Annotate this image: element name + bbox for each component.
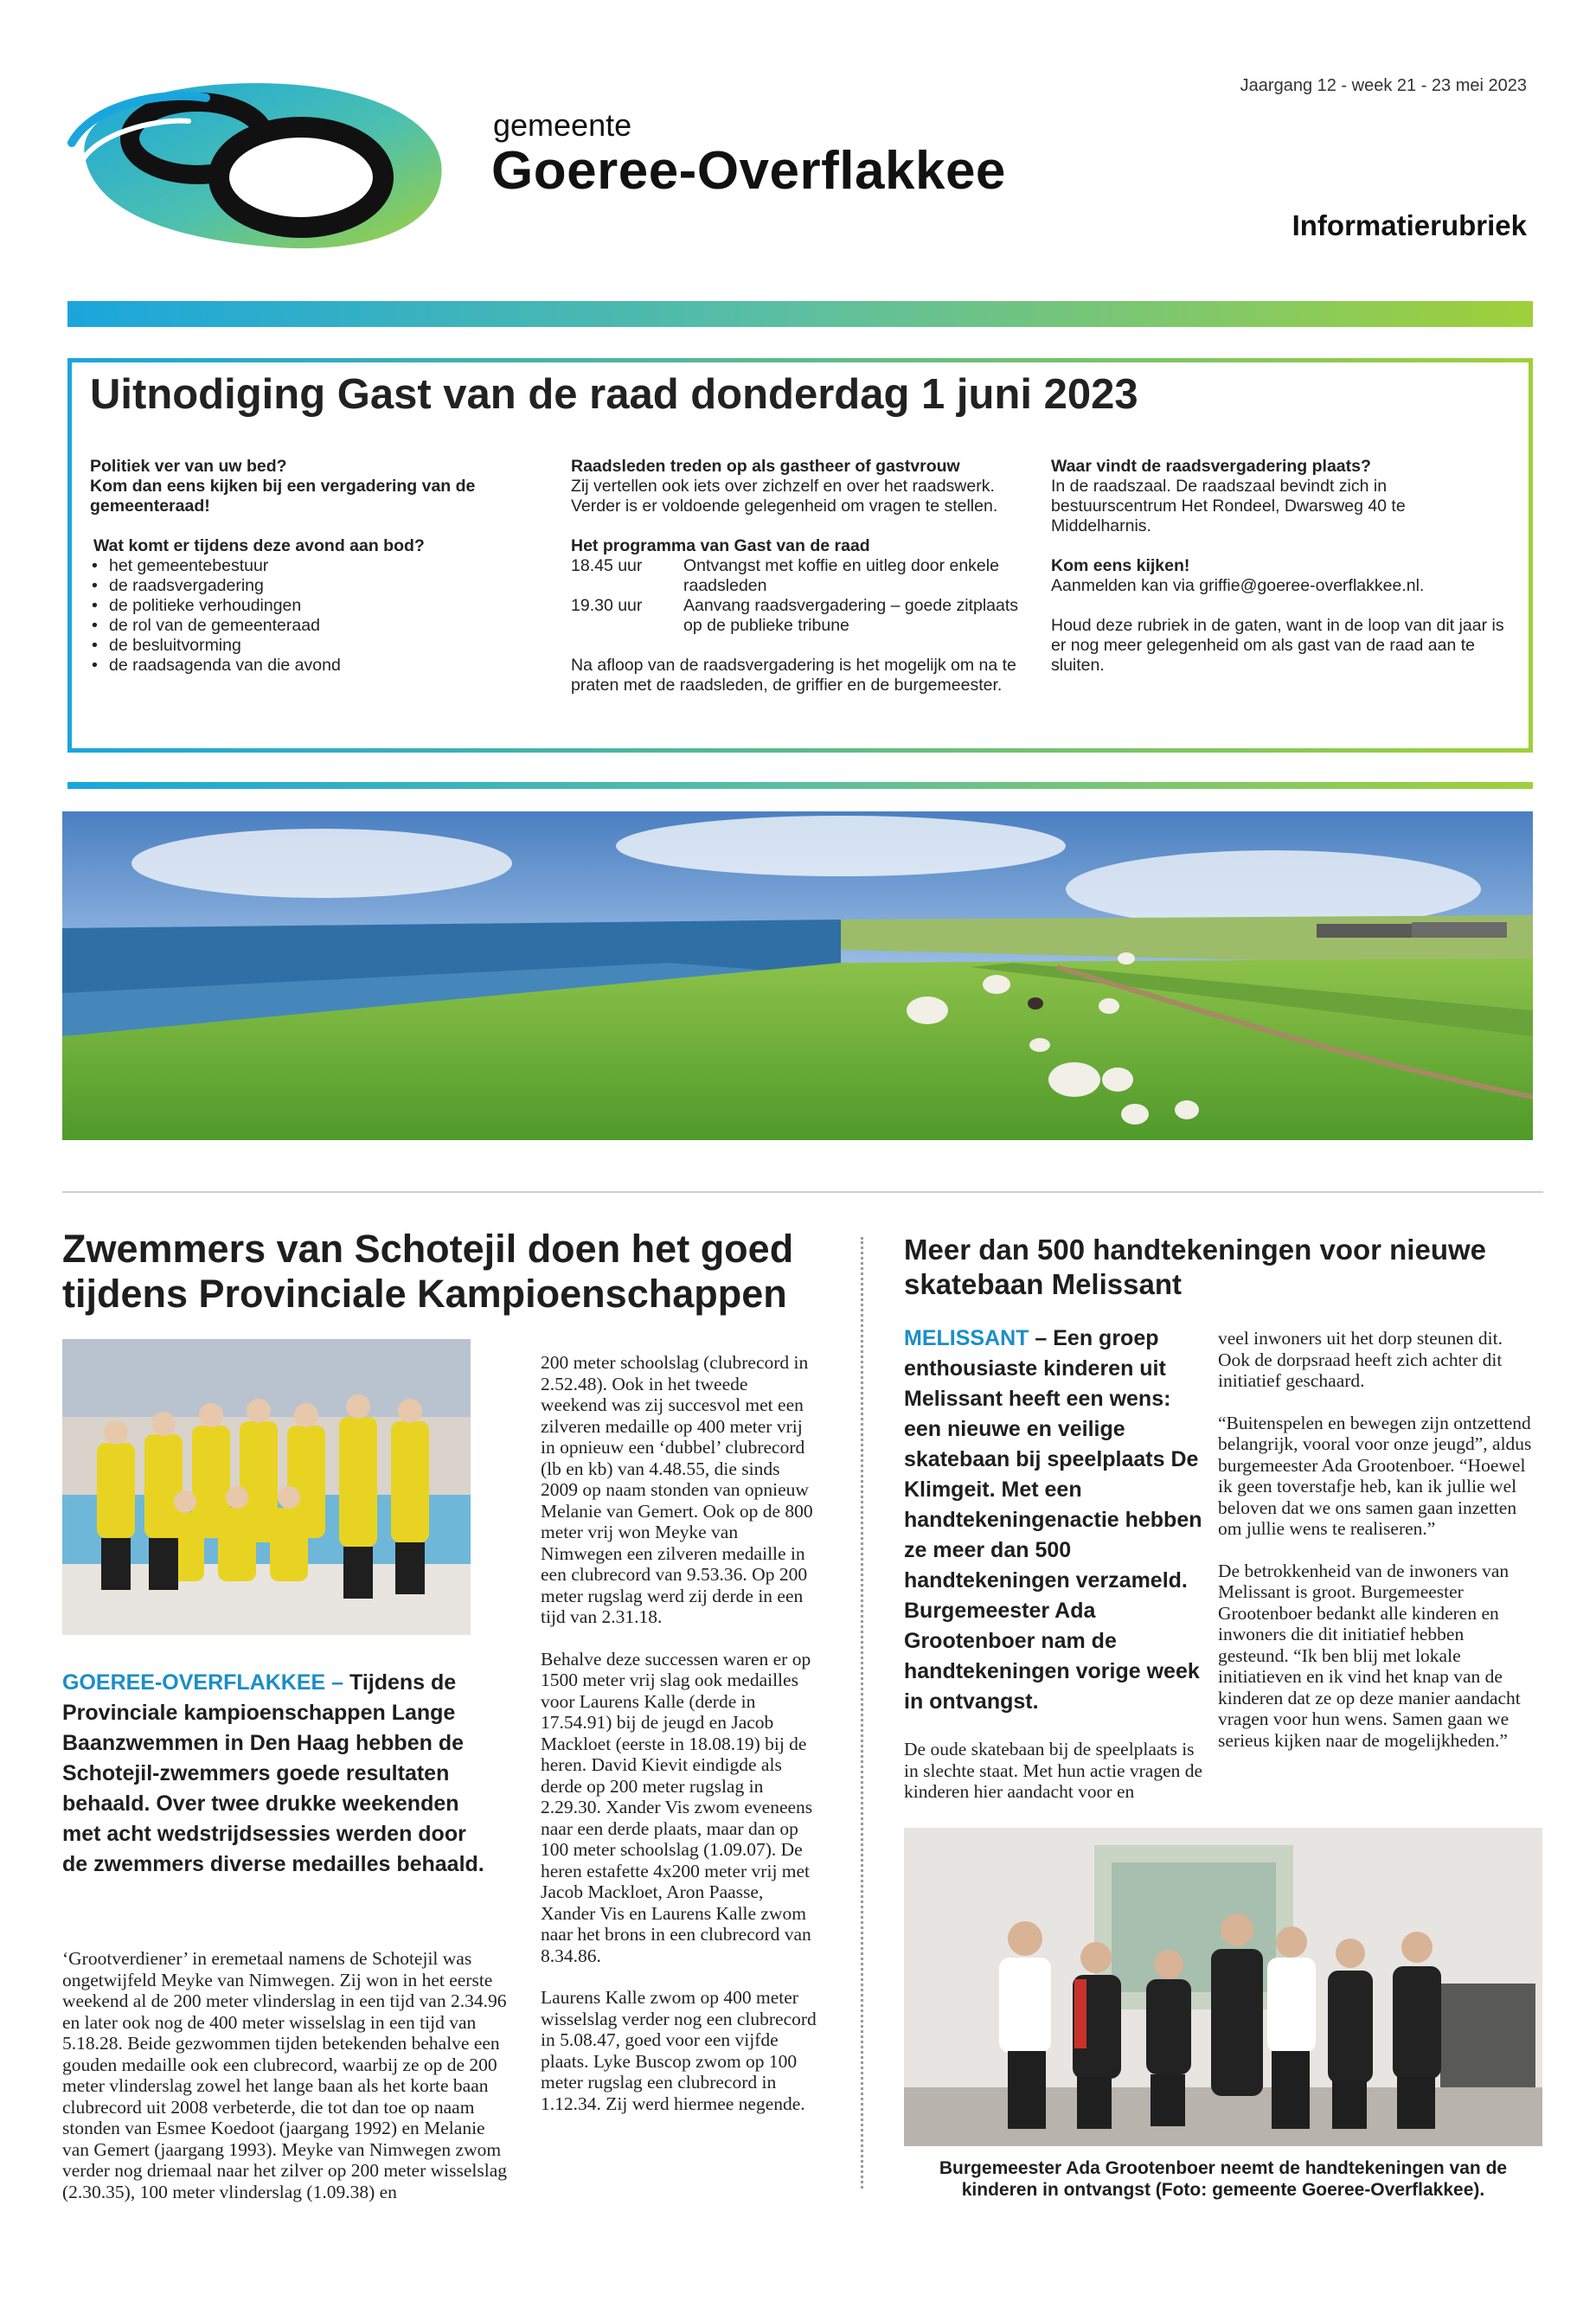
article-2-lead-text: – Een groep enthousiaste kinderen uit Melissant heeft een wens: een nieuwe en veilige skatebaan bij speelplaats De Klimgeit. Met een handtekeningenactie hebben ze meer dan 500 handtekeningen verzameld. Burgemeester Ada Grootenboer nam de handtekeningen vorige week in ontvangst. <box>904 1326 1202 1714</box>
article-1-body-col-1 <box>62 1948 512 2223</box>
program-row <box>571 596 1034 636</box>
list-item: • de raadsagenda van die avond <box>109 656 497 676</box>
where-text: In de raadszaal. De raadszaal bevindt zich in bestuurscentrum Het Rondeel, Dwarsweg 40 te Middelharnis. <box>1051 477 1406 535</box>
invitation-title: Uitnodiging Gast van de raad donderdag 1 juni 2023 <box>90 371 1138 418</box>
top-gradient-bar <box>67 301 1533 327</box>
article-1-lead-text: Tijdens de Provinciale kampioenschappen Lange Baanzwemmen in Den Haag hebben de Schotejil-zwemmers goede resultaten behaald. Over twee drukke weekenden met acht wedstrijdsessies werden door de zwemmers diverse medailles behaald. <box>62 1670 484 1876</box>
article-2-body-paragraph: veel inwoners uit het dorp steunen dit. Ook de dorpsraad heeft zich achter dit initiatief geschaard. <box>1218 1328 1503 1391</box>
host-heading: Raadsleden treden op als gastheer of gastvrouw <box>571 457 960 476</box>
program-row <box>571 556 1034 596</box>
invitation-column-3 <box>1051 457 1505 676</box>
program-time: 18.45 uur <box>571 556 643 575</box>
article-2-body-col-1 <box>904 1739 1207 1823</box>
section-divider <box>62 1191 1543 1193</box>
middle-gradient-bar <box>67 782 1533 789</box>
section-label: Informatierubriek <box>1292 209 1527 241</box>
come-text: Aanmelden kan via griffie@goeree-overflakkee.nl. <box>1051 576 1425 595</box>
article-2-body-col-2 <box>1218 1328 1538 1772</box>
issue-date-line: Jaargang 12 - week 21 - 23 mei 2023 <box>1240 76 1527 95</box>
photo-swim-team <box>62 1339 471 1635</box>
gemeente-label: gemeente <box>493 107 632 143</box>
article-1-headline: Zwemmers van Schotejil doen het goed tijdens Provinciale Kampioenschappen <box>62 1227 794 1316</box>
article-2-body-paragraph: De betrokkenheid van de inwoners van Melissant is groot. Burgemeester Grootenboer bedankt alle kinderen en inwoners die dit initiatief hebben gesteund. “Ik ben blij met lokale initiatieven en ik vind het knap van de kinderen dat ze op deze manier aandacht vragen voor hun wens. Samen gaan we serieus kijken naar de mogelijkheden.” <box>1218 1560 1521 1751</box>
after-text: Na afloop van de raadsvergadering is het mogelijk om na te praten met de raadsleden, de griffier en de burgemeester. <box>571 656 1016 695</box>
article-1-body-col-2 <box>541 1352 817 2135</box>
article-2-body-text: De oude skatebaan bij de speelplaats is in slechte staat. Met hun actie vragen de kinderen hier aandacht voor en <box>904 1739 1203 1802</box>
program-desc: Ontvangst met koffie en uitleg door enkele raadsleden <box>683 556 999 595</box>
intro-line-2: Kom dan eens kijken bij een vergadering van de gemeenteraad! <box>90 477 476 516</box>
keep-text: Houd deze rubriek in de gaten, want in de loop van dit jaar is er nog meer gelegenheid om als gast van de raad aan te sluiten. <box>1051 616 1504 675</box>
where-heading: Waar vindt de raadsvergadering plaats? <box>1051 457 1371 476</box>
column-separator-dotted <box>861 1237 863 2189</box>
municipality-logo <box>67 74 448 255</box>
article-1-body-text: ‘Grootverdiener’ in eremetaal namens de Schotejil was ongetwijfeld Meyke van Nimwegen. Zij won in het eerste weekend al de 200 meter vlinderslag in een tijd van 2.34.96 en later ook nog de 400 meter wisselslag in een tijd van 5.18.28. Beide gezwommen tijden betekenden behalve een gouden medaille ook een clubrecord, waarbij ze op de 200 meter vlinderslag zowel het lange baan als het korte baan clubrecord uit 2008 verbeterde, die tot dan toe op naam stonden van Esmee Koedoot (jaargang 1992) en Melanie van Gemert (jaargang 1993). Meyke van Nimwegen zwom verder nog driemaal naar het zilver op 200 meter wisselslag (2.30.35), 100 meter vlinderslag (1.09.38) en <box>62 1948 508 2202</box>
topics-heading: Wat komt er tijdens deze avond aan bod? <box>93 536 425 555</box>
article-1-place: GOEREE-OVERFLAKKEE – <box>62 1670 344 1695</box>
topics-list <box>90 556 497 676</box>
list-item: • de politieke verhoudingen <box>109 596 497 616</box>
article-2-lead <box>904 1324 1202 1717</box>
photo-mayor-with-children <box>904 1828 1542 2146</box>
invitation-column-2 <box>571 457 1034 695</box>
list-item: • de rol van de gemeenteraad <box>109 616 497 636</box>
come-heading: Kom eens kijken! <box>1051 556 1190 575</box>
article-2-headline: Meer dan 500 handtekeningen voor nieuwe skatebaan Melissant <box>904 1234 1487 1300</box>
article-1-body-paragraph: Laurens Kalle zwom op 400 meter wisselslag verder nog een clubrecord in 5.08.47, goed voor een vijfde plaats. Lyke Buscop zwom op 100 meter rugslag een clubrecord in 1.12.34. Zij werd hiermee negende. <box>541 1987 817 2114</box>
invitation-column-1 <box>90 457 497 676</box>
article-1-lead <box>62 1668 486 1880</box>
article-1-body-paragraph: Behalve deze successen waren er op 1500 meter vrij slag ook medailles voor Laurens Kalle (derde in 17.54.91) bij de jeugd en Jacob Mackloet (eerste in 18.08.19) bij de heren. David Kievit eindigde als derde op 200 meter rugslag in 2.29.30. Xander Vis zwom eveneens naar een derde plaats, maar dan op 100 meter schoolslag (1.09.07). De heren estafette 4x200 meter vrij met Jacob Mackloet, Aron Paasse, Xander Vis en Laurens Kalle zwom naar het brons in een clubrecord van 8.34.86. <box>541 1648 813 1966</box>
article-2-body-paragraph: “Buitenspelen en bewegen zijn ontzettend belangrijk, vooral voor onze jeugd”, aldus burgemeester Ada Grootenboer. “Hoewel ik geen toverstafje heb, kan ik jullie wel beloven dat we ons samen gaan inzetten om jullie wens te realiseren.” <box>1218 1412 1532 1539</box>
list-item: • de raadsvergadering <box>109 576 497 596</box>
program-desc: Aanvang raadsvergadering – goede zitplaats op de publieke tribune <box>683 596 1019 635</box>
program-time: 19.30 uur <box>571 596 643 615</box>
list-item: • de besluitvorming <box>109 636 497 656</box>
landscape-photo-dike-with-sheep <box>62 811 1533 1140</box>
host-text: Zij vertellen ook iets over zichzelf en over het raadswerk. Verder is er voldoende gelegenheid om vragen te stellen. <box>571 477 998 516</box>
intro-line-1: Politiek ver van uw bed? <box>90 457 287 476</box>
program-heading: Het programma van Gast van de raad <box>571 536 870 555</box>
photo-caption: Burgemeester Ada Grootenboer neemt de handtekeningen van de kinderen in ontvangst (Foto: gemeente Goeree-Overflakkee). <box>939 2158 1508 2200</box>
article-2-place: MELISSANT <box>904 1326 1029 1350</box>
article-1-body-paragraph: 200 meter schoolslag (clubrecord in 2.52.48). Ook in het tweede weekend was zij succesvol met een zilveren medaille op 400 meter vrij in opnieuw een ‘dubbel’ clubrecord (lb en kb) van 4.48.55, die sinds 2009 op naam stonden van opnieuw Melanie van Gemert. Ook op de 800 meter vrij won Meyke van Nimwegen een zilveren medaille in een clubrecord van 9.53.36. Op 200 meter rugslag werd zij derde in een tijd van 2.31.18. <box>541 1352 813 1627</box>
municipality-name: Goeree-Overflakkee <box>491 141 1006 201</box>
list-item: • het gemeentebestuur <box>109 556 497 576</box>
